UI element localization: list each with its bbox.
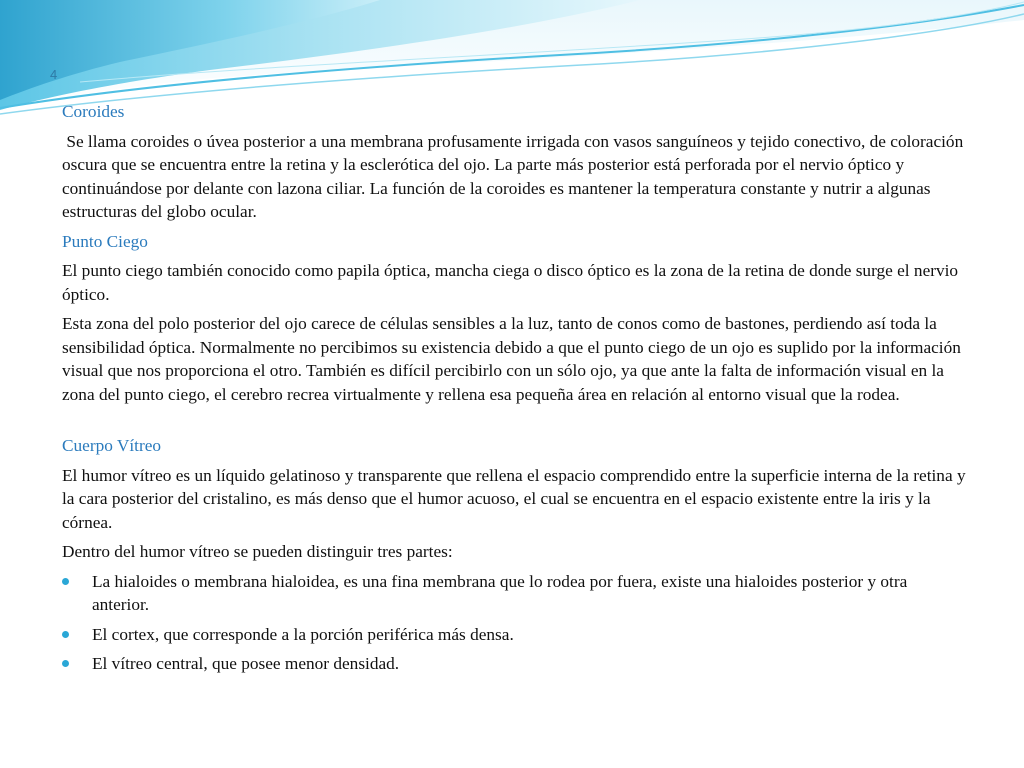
bullet-dot-icon [62,578,69,585]
paragraph-cuerpo-vitreo-1: El humor vítreo es un líquido gelatinoso y transparente que rellena el espacio comprendido entre la superficie interna de la retina y la cara posterior del cristalino, es más denso que el humor acuoso, el cual se encuentra en el espacio existente entre la iris y la córnea. [62,465,966,532]
paragraph-coroides: Se llama coroides o úvea posterior a una membrana profusamente irrigada con vasos sanguíneos y tejido conectivo, de coloración oscura que se encuentra entre la retina y la esclerótica del ojo. La parte más posterior está perforada por el nervio óptico y continuándose por delante con lazona ciliar. La función de la coroides es mantener la temperatura constante y nutrir a algunas estructuras del globo ocular. [62,131,968,221]
heading-punto-ciego: Punto Ciego [62,231,148,251]
list-item-text: La hialoides o membrana hialoidea, es una fina membrana que lo rodea por fuera, existe una hialoides posterior y otra anterior. [92,571,908,614]
bullet-dot-icon [62,660,69,667]
heading-cuerpo-vitreo: Cuerpo Vítreo [62,436,162,455]
list-item [62,623,967,647]
list-item [62,652,967,676]
paragraph-cuerpo-vitreo-2: Dentro del humor vítreo se pueden distinguir tres partes: [62,542,453,561]
list-item-text: El vítreo central, que posee menor densidad. [92,654,400,673]
paragraph-punto-ciego-1: El punto ciego también conocido como papila óptica, mancha ciega o disco óptico es la zona de la retina de donde surge el nervio óptico. [62,261,959,304]
list-item-text: El cortex, que corresponde a la porción periférica más densa. [92,624,514,644]
heading-coroides: Coroides [62,102,125,121]
list-item [62,570,967,617]
slide-content [62,100,967,682]
paragraph-punto-ciego-2: Esta zona del polo posterior del ojo carece de células sensibles a la luz, tanto de conos como de bastones, perdiendo así toda la sensibilidad óptica. Normalmente no percibimos su existencia debido a que el punto ciego de un ojo es suplido por la información visual que nos proporciona el otro. También es difícil percibirlo con un sólo ojo, ya que ante la falta de información visual en la zona del punto ciego, el cerebro recrea virtualmente y rellena esa pequeña área en relación al entorno visual que la rodea. [62,314,961,404]
page-number: 4 [50,67,58,82]
spacer [62,412,967,434]
bullet-dot-icon [62,631,69,638]
bullet-list [62,570,967,676]
